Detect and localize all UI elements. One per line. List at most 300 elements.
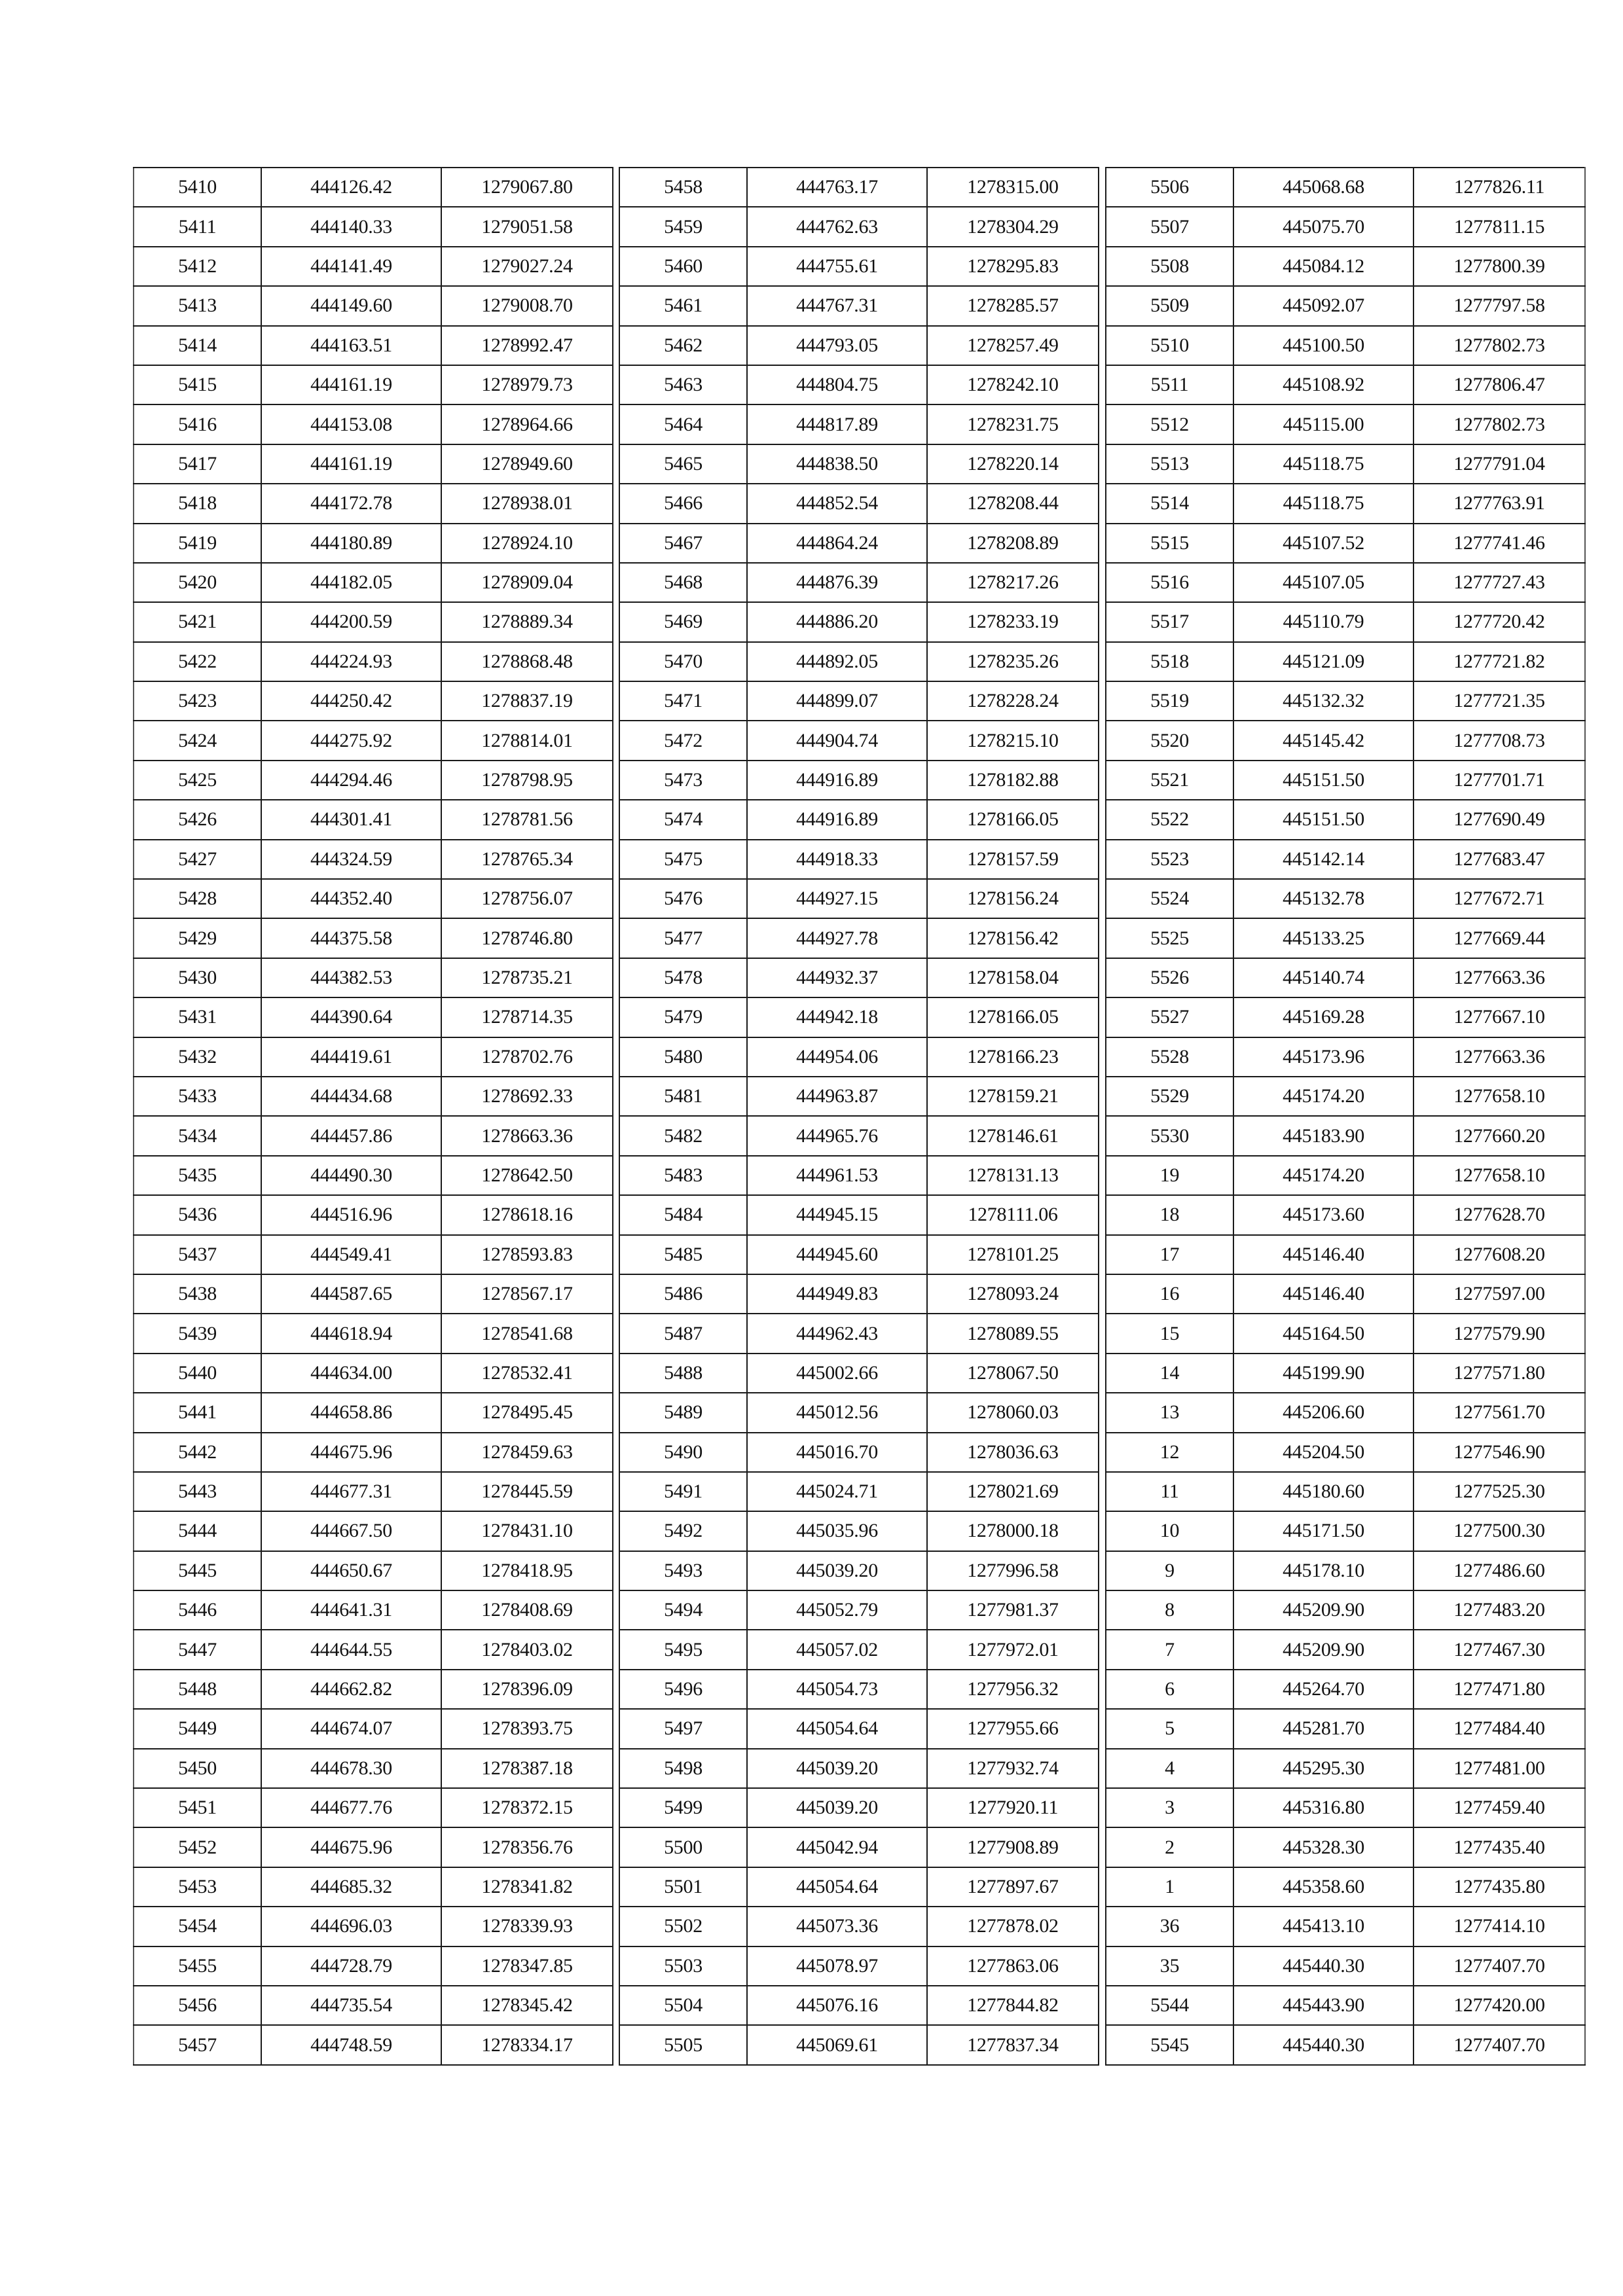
- y-coordinate-cell: 1277579.90: [1413, 1314, 1585, 1353]
- point-id-cell: 5503: [619, 1946, 747, 1986]
- point-id-cell: 5526: [1106, 958, 1233, 997]
- table-row: [134, 1393, 613, 1432]
- x-coordinate-cell: 445183.90: [1233, 1116, 1413, 1155]
- y-coordinate-cell: 1278021.69: [927, 1472, 1099, 1511]
- x-coordinate-cell: 444324.59: [261, 840, 441, 879]
- table-row: [134, 1907, 613, 1946]
- point-id-cell: 5478: [619, 958, 747, 997]
- table-row: [619, 247, 1099, 286]
- y-coordinate-cell: 1278157.59: [927, 840, 1099, 879]
- table-row: [134, 444, 613, 484]
- point-id-cell: 5506: [1106, 168, 1233, 207]
- point-id-cell: 5430: [134, 958, 261, 997]
- point-id-cell: 5518: [1106, 642, 1233, 681]
- x-coordinate-cell: 445328.30: [1233, 1827, 1413, 1867]
- table-row: [134, 2025, 613, 2064]
- point-id-cell: 5513: [1106, 444, 1233, 484]
- y-coordinate-cell: 1277972.01: [927, 1630, 1099, 1669]
- table-row: [1106, 800, 1585, 839]
- y-coordinate-cell: 1279051.58: [441, 207, 613, 246]
- y-coordinate-cell: 1277628.70: [1413, 1195, 1585, 1234]
- x-coordinate-cell: 444685.32: [261, 1867, 441, 1907]
- y-coordinate-cell: 1278067.50: [927, 1354, 1099, 1393]
- x-coordinate-cell: 444962.43: [747, 1314, 927, 1353]
- y-coordinate-cell: 1277669.44: [1413, 918, 1585, 958]
- point-id-cell: 5446: [134, 1590, 261, 1630]
- x-coordinate-cell: 445146.40: [1233, 1274, 1413, 1314]
- x-coordinate-cell: 445133.25: [1233, 918, 1413, 958]
- table-row: [134, 1827, 613, 1867]
- x-coordinate-cell: 444804.75: [747, 365, 927, 404]
- x-coordinate-cell: 445173.96: [1233, 1037, 1413, 1077]
- point-id-cell: 5428: [134, 879, 261, 918]
- y-coordinate-cell: 1277663.36: [1413, 958, 1585, 997]
- point-id-cell: 5472: [619, 721, 747, 760]
- point-id-cell: 5501: [619, 1867, 747, 1907]
- y-coordinate-cell: 1278089.55: [927, 1314, 1099, 1353]
- table-row: [619, 1946, 1099, 1986]
- y-coordinate-cell: 1278964.66: [441, 404, 613, 444]
- table-row: [1106, 524, 1585, 563]
- point-id-cell: 5482: [619, 1116, 747, 1155]
- y-coordinate-cell: 1278924.10: [441, 524, 613, 563]
- x-coordinate-cell: 444755.61: [747, 247, 927, 286]
- table-row: [619, 484, 1099, 523]
- y-coordinate-cell: 1278235.26: [927, 642, 1099, 681]
- table-row: [619, 1195, 1099, 1234]
- y-coordinate-cell: 1278166.05: [927, 997, 1099, 1037]
- y-coordinate-cell: 1278208.89: [927, 524, 1099, 563]
- x-coordinate-cell: 444728.79: [261, 1946, 441, 1986]
- x-coordinate-cell: 444434.68: [261, 1077, 441, 1116]
- y-coordinate-cell: 1277802.73: [1413, 404, 1585, 444]
- table-row: [1106, 1354, 1585, 1393]
- table-row: [1106, 1511, 1585, 1551]
- y-coordinate-cell: 1278663.36: [441, 1116, 613, 1155]
- x-coordinate-cell: 444172.78: [261, 484, 441, 523]
- table-row: [134, 761, 613, 800]
- x-coordinate-cell: 445204.50: [1233, 1433, 1413, 1472]
- y-coordinate-cell: 1277467.30: [1413, 1630, 1585, 1669]
- point-id-cell: 5473: [619, 761, 747, 800]
- point-id-cell: 5431: [134, 997, 261, 1037]
- point-id-cell: 5466: [619, 484, 747, 523]
- y-coordinate-cell: 1278979.73: [441, 365, 613, 404]
- table-row: [134, 1590, 613, 1630]
- y-coordinate-cell: 1277878.02: [927, 1907, 1099, 1946]
- point-id-cell: 2: [1106, 1827, 1233, 1867]
- table-row: [1106, 681, 1585, 721]
- x-coordinate-cell: 444163.51: [261, 326, 441, 365]
- table-row: [619, 1354, 1099, 1393]
- point-id-cell: 5520: [1106, 721, 1233, 760]
- x-coordinate-cell: 445052.79: [747, 1590, 927, 1630]
- y-coordinate-cell: 1278746.80: [441, 918, 613, 958]
- table-row: [1106, 444, 1585, 484]
- table-row: [1106, 1195, 1585, 1234]
- y-coordinate-cell: 1278341.82: [441, 1867, 613, 1907]
- table-row: [134, 1670, 613, 1709]
- point-id-cell: 5469: [619, 602, 747, 641]
- x-coordinate-cell: 445107.05: [1233, 563, 1413, 602]
- point-id-cell: 5488: [619, 1354, 747, 1393]
- table-row: [134, 1472, 613, 1511]
- x-coordinate-cell: 444182.05: [261, 563, 441, 602]
- table-row: [619, 1116, 1099, 1155]
- table-row: [134, 1077, 613, 1116]
- table-row: [1106, 1946, 1585, 1986]
- table-row: [134, 404, 613, 444]
- y-coordinate-cell: 1277407.70: [1413, 1946, 1585, 1986]
- y-coordinate-cell: 1278909.04: [441, 563, 613, 602]
- point-id-cell: 5485: [619, 1235, 747, 1274]
- x-coordinate-cell: 445316.80: [1233, 1788, 1413, 1827]
- table-row: [619, 1827, 1099, 1867]
- coordinate-table-body: [134, 168, 613, 2065]
- y-coordinate-cell: 1277811.15: [1413, 207, 1585, 246]
- y-coordinate-cell: 1278495.45: [441, 1393, 613, 1432]
- point-id-cell: 5465: [619, 444, 747, 484]
- point-id-cell: 5486: [619, 1274, 747, 1314]
- y-coordinate-cell: 1278938.01: [441, 484, 613, 523]
- y-coordinate-cell: 1277407.70: [1413, 2025, 1585, 2064]
- y-coordinate-cell: 1278403.02: [441, 1630, 613, 1669]
- x-coordinate-cell: 444641.31: [261, 1590, 441, 1630]
- y-coordinate-cell: 1277955.66: [927, 1709, 1099, 1748]
- x-coordinate-cell: 444945.60: [747, 1235, 927, 1274]
- point-id-cell: 5429: [134, 918, 261, 958]
- table-row: [134, 1354, 613, 1393]
- table-row: [1106, 326, 1585, 365]
- table-row: [619, 1670, 1099, 1709]
- point-id-cell: 5415: [134, 365, 261, 404]
- x-coordinate-cell: 444916.89: [747, 761, 927, 800]
- point-id-cell: 5445: [134, 1551, 261, 1590]
- x-coordinate-cell: 445171.50: [1233, 1511, 1413, 1551]
- y-coordinate-cell: 1278814.01: [441, 721, 613, 760]
- table-row: [619, 365, 1099, 404]
- table-row: [619, 2025, 1099, 2064]
- x-coordinate-cell: 444864.24: [747, 524, 927, 563]
- y-coordinate-cell: 1277956.32: [927, 1670, 1099, 1709]
- point-id-cell: 5436: [134, 1195, 261, 1234]
- point-id-cell: 10: [1106, 1511, 1233, 1551]
- y-coordinate-cell: 1278093.24: [927, 1274, 1099, 1314]
- y-coordinate-cell: 1278445.59: [441, 1472, 613, 1511]
- x-coordinate-cell: 444954.06: [747, 1037, 927, 1077]
- y-coordinate-cell: 1278837.19: [441, 681, 613, 721]
- point-id-cell: 5491: [619, 1472, 747, 1511]
- point-id-cell: 1: [1106, 1867, 1233, 1907]
- y-coordinate-cell: 1277763.91: [1413, 484, 1585, 523]
- y-coordinate-cell: 1278156.24: [927, 879, 1099, 918]
- y-coordinate-cell: 1277791.04: [1413, 444, 1585, 484]
- table-row: [619, 404, 1099, 444]
- y-coordinate-cell: 1277660.20: [1413, 1116, 1585, 1155]
- table-row: [1106, 918, 1585, 958]
- point-id-cell: 5515: [1106, 524, 1233, 563]
- y-coordinate-cell: 1278231.75: [927, 404, 1099, 444]
- x-coordinate-cell: 444677.31: [261, 1472, 441, 1511]
- table-row: [1106, 563, 1585, 602]
- y-coordinate-cell: 1277721.35: [1413, 681, 1585, 721]
- y-coordinate-cell: 1277483.20: [1413, 1590, 1585, 1630]
- x-coordinate-cell: 444677.76: [261, 1788, 441, 1827]
- y-coordinate-cell: 1278593.83: [441, 1235, 613, 1274]
- x-coordinate-cell: 445108.92: [1233, 365, 1413, 404]
- x-coordinate-cell: 444918.33: [747, 840, 927, 879]
- x-coordinate-cell: 445084.12: [1233, 247, 1413, 286]
- x-coordinate-cell: 445068.68: [1233, 168, 1413, 207]
- x-coordinate-cell: 445142.14: [1233, 840, 1413, 879]
- table-row: [1106, 958, 1585, 997]
- table-row: [134, 1709, 613, 1748]
- y-coordinate-cell: 1278285.57: [927, 286, 1099, 325]
- point-id-cell: 5417: [134, 444, 261, 484]
- x-coordinate-cell: 445264.70: [1233, 1670, 1413, 1709]
- table-row: [1106, 484, 1585, 523]
- x-coordinate-cell: 444674.07: [261, 1709, 441, 1748]
- y-coordinate-cell: 1277981.37: [927, 1590, 1099, 1630]
- table-row: [134, 800, 613, 839]
- point-id-cell: 5449: [134, 1709, 261, 1748]
- point-id-cell: 5411: [134, 207, 261, 246]
- x-coordinate-cell: 445174.20: [1233, 1077, 1413, 1116]
- table-row: [134, 524, 613, 563]
- x-coordinate-cell: 444678.30: [261, 1749, 441, 1788]
- point-id-cell: 5433: [134, 1077, 261, 1116]
- point-id-cell: 5471: [619, 681, 747, 721]
- table-row: [619, 602, 1099, 641]
- point-id-cell: 5487: [619, 1314, 747, 1353]
- y-coordinate-cell: 1277597.00: [1413, 1274, 1585, 1314]
- x-coordinate-cell: 444644.55: [261, 1630, 441, 1669]
- y-coordinate-cell: 1277486.60: [1413, 1551, 1585, 1590]
- x-coordinate-cell: 444149.60: [261, 286, 441, 325]
- y-coordinate-cell: 1278567.17: [441, 1274, 613, 1314]
- x-coordinate-cell: 444735.54: [261, 1986, 441, 2025]
- y-coordinate-cell: 1278949.60: [441, 444, 613, 484]
- table-row: [134, 1274, 613, 1314]
- table-row: [134, 958, 613, 997]
- x-coordinate-cell: 444516.96: [261, 1195, 441, 1234]
- point-id-cell: 11: [1106, 1472, 1233, 1511]
- x-coordinate-cell: 444817.89: [747, 404, 927, 444]
- y-coordinate-cell: 1278356.76: [441, 1827, 613, 1867]
- table-row: [619, 168, 1099, 207]
- point-id-cell: 5489: [619, 1393, 747, 1432]
- coordinate-table-block-1: [133, 167, 613, 2066]
- x-coordinate-cell: 445174.20: [1233, 1156, 1413, 1195]
- table-row: [619, 1314, 1099, 1353]
- x-coordinate-cell: 444662.82: [261, 1670, 441, 1709]
- x-coordinate-cell: 445054.73: [747, 1670, 927, 1709]
- table-row: [619, 642, 1099, 681]
- table-row: [1106, 1472, 1585, 1511]
- table-row: [619, 1551, 1099, 1590]
- x-coordinate-cell: 445078.97: [747, 1946, 927, 1986]
- x-coordinate-cell: 445121.09: [1233, 642, 1413, 681]
- point-id-cell: 5440: [134, 1354, 261, 1393]
- point-id-cell: 5458: [619, 168, 747, 207]
- y-coordinate-cell: 1278215.10: [927, 721, 1099, 760]
- y-coordinate-cell: 1278735.21: [441, 958, 613, 997]
- point-id-cell: 5418: [134, 484, 261, 523]
- point-id-cell: 6: [1106, 1670, 1233, 1709]
- point-id-cell: 5424: [134, 721, 261, 760]
- point-id-cell: 5519: [1106, 681, 1233, 721]
- x-coordinate-cell: 445358.60: [1233, 1867, 1413, 1907]
- y-coordinate-cell: 1277683.47: [1413, 840, 1585, 879]
- x-coordinate-cell: 444916.89: [747, 800, 927, 839]
- table-row: [134, 365, 613, 404]
- y-coordinate-cell: 1277720.42: [1413, 602, 1585, 641]
- table-row: [619, 444, 1099, 484]
- point-id-cell: 5419: [134, 524, 261, 563]
- point-id-cell: 5516: [1106, 563, 1233, 602]
- y-coordinate-cell: 1278396.09: [441, 1670, 613, 1709]
- table-row: [619, 1709, 1099, 1748]
- point-id-cell: 5462: [619, 326, 747, 365]
- point-id-cell: 18: [1106, 1195, 1233, 1234]
- point-id-cell: 4: [1106, 1749, 1233, 1788]
- x-coordinate-cell: 445039.20: [747, 1749, 927, 1788]
- x-coordinate-cell: 444876.39: [747, 563, 927, 602]
- table-row: [1106, 642, 1585, 681]
- table-row: [134, 1630, 613, 1669]
- point-id-cell: 5457: [134, 2025, 261, 2064]
- point-id-cell: 5422: [134, 642, 261, 681]
- point-id-cell: 5448: [134, 1670, 261, 1709]
- table-row: [619, 800, 1099, 839]
- y-coordinate-cell: 1277908.89: [927, 1827, 1099, 1867]
- x-coordinate-cell: 445443.90: [1233, 1986, 1413, 2025]
- point-id-cell: 5455: [134, 1946, 261, 1986]
- x-coordinate-cell: 445069.61: [747, 2025, 927, 2064]
- table-row: [619, 326, 1099, 365]
- point-id-cell: 5421: [134, 602, 261, 641]
- table-row: [1106, 840, 1585, 879]
- x-coordinate-cell: 444767.31: [747, 286, 927, 325]
- x-coordinate-cell: 445440.30: [1233, 2025, 1413, 2064]
- point-id-cell: 5416: [134, 404, 261, 444]
- point-id-cell: 9: [1106, 1551, 1233, 1590]
- point-id-cell: 5444: [134, 1511, 261, 1551]
- table-row: [619, 1077, 1099, 1116]
- point-id-cell: 5413: [134, 286, 261, 325]
- point-id-cell: 5460: [619, 247, 747, 286]
- point-id-cell: 5441: [134, 1393, 261, 1432]
- table-row: [134, 602, 613, 641]
- coordinate-table-block-2: [619, 167, 1099, 2066]
- x-coordinate-cell: 445057.02: [747, 1630, 927, 1669]
- y-coordinate-cell: 1277920.11: [927, 1788, 1099, 1827]
- point-id-cell: 17: [1106, 1235, 1233, 1274]
- x-coordinate-cell: 444650.67: [261, 1551, 441, 1590]
- table-row: [619, 681, 1099, 721]
- x-coordinate-cell: 444927.78: [747, 918, 927, 958]
- x-coordinate-cell: 444675.96: [261, 1433, 441, 1472]
- x-coordinate-cell: 445173.60: [1233, 1195, 1413, 1234]
- point-id-cell: 5439: [134, 1314, 261, 1353]
- point-id-cell: 5459: [619, 207, 747, 246]
- x-coordinate-cell: 445140.74: [1233, 958, 1413, 997]
- y-coordinate-cell: 1278387.18: [441, 1749, 613, 1788]
- table-row: [619, 1986, 1099, 2025]
- point-id-cell: 16: [1106, 1274, 1233, 1314]
- y-coordinate-cell: 1278798.95: [441, 761, 613, 800]
- point-id-cell: 7: [1106, 1630, 1233, 1669]
- point-id-cell: 5456: [134, 1986, 261, 2025]
- table-row: [1106, 286, 1585, 325]
- point-id-cell: 5544: [1106, 1986, 1233, 2025]
- point-id-cell: 5504: [619, 1986, 747, 2025]
- table-row: [134, 286, 613, 325]
- x-coordinate-cell: 444667.50: [261, 1511, 441, 1551]
- point-id-cell: 5527: [1106, 997, 1233, 1037]
- y-coordinate-cell: 1278228.24: [927, 681, 1099, 721]
- x-coordinate-cell: 445115.00: [1233, 404, 1413, 444]
- x-coordinate-cell: 444945.15: [747, 1195, 927, 1234]
- table-row: [134, 1867, 613, 1907]
- point-id-cell: 5528: [1106, 1037, 1233, 1077]
- y-coordinate-cell: 1278295.83: [927, 247, 1099, 286]
- table-row: [1106, 1235, 1585, 1274]
- table-row: [1106, 1590, 1585, 1630]
- table-row: [134, 1946, 613, 1986]
- point-id-cell: 5452: [134, 1827, 261, 1867]
- table-row: [619, 1156, 1099, 1195]
- y-coordinate-cell: 1278242.10: [927, 365, 1099, 404]
- table-row: [1106, 1433, 1585, 1472]
- table-row: [134, 642, 613, 681]
- y-coordinate-cell: 1277837.34: [927, 2025, 1099, 2064]
- point-id-cell: 5438: [134, 1274, 261, 1314]
- y-coordinate-cell: 1278131.13: [927, 1156, 1099, 1195]
- table-row: [134, 1551, 613, 1590]
- point-id-cell: 5414: [134, 326, 261, 365]
- table-row: [1106, 168, 1585, 207]
- table-row: [1106, 1788, 1585, 1827]
- y-coordinate-cell: 1277690.49: [1413, 800, 1585, 839]
- point-id-cell: 5479: [619, 997, 747, 1037]
- table-row: [134, 207, 613, 246]
- x-coordinate-cell: 445110.79: [1233, 602, 1413, 641]
- x-coordinate-cell: 445178.10: [1233, 1551, 1413, 1590]
- table-row: [619, 1749, 1099, 1788]
- y-coordinate-cell: 1277663.36: [1413, 1037, 1585, 1077]
- table-row: [1106, 365, 1585, 404]
- y-coordinate-cell: 1277414.10: [1413, 1907, 1585, 1946]
- y-coordinate-cell: 1278868.48: [441, 642, 613, 681]
- table-row: [1106, 997, 1585, 1037]
- point-id-cell: 5475: [619, 840, 747, 879]
- point-id-cell: 5423: [134, 681, 261, 721]
- x-coordinate-cell: 445209.90: [1233, 1630, 1413, 1669]
- x-coordinate-cell: 445054.64: [747, 1709, 927, 1748]
- point-id-cell: 5442: [134, 1433, 261, 1472]
- y-coordinate-cell: 1277500.30: [1413, 1511, 1585, 1551]
- x-coordinate-cell: 445016.70: [747, 1433, 927, 1472]
- table-row: [134, 1195, 613, 1234]
- y-coordinate-cell: 1277932.74: [927, 1749, 1099, 1788]
- y-coordinate-cell: 1278257.49: [927, 326, 1099, 365]
- x-coordinate-cell: 444852.54: [747, 484, 927, 523]
- point-id-cell: 5468: [619, 563, 747, 602]
- table-row: [619, 1037, 1099, 1077]
- table-row: [1106, 879, 1585, 918]
- point-id-cell: 5507: [1106, 207, 1233, 246]
